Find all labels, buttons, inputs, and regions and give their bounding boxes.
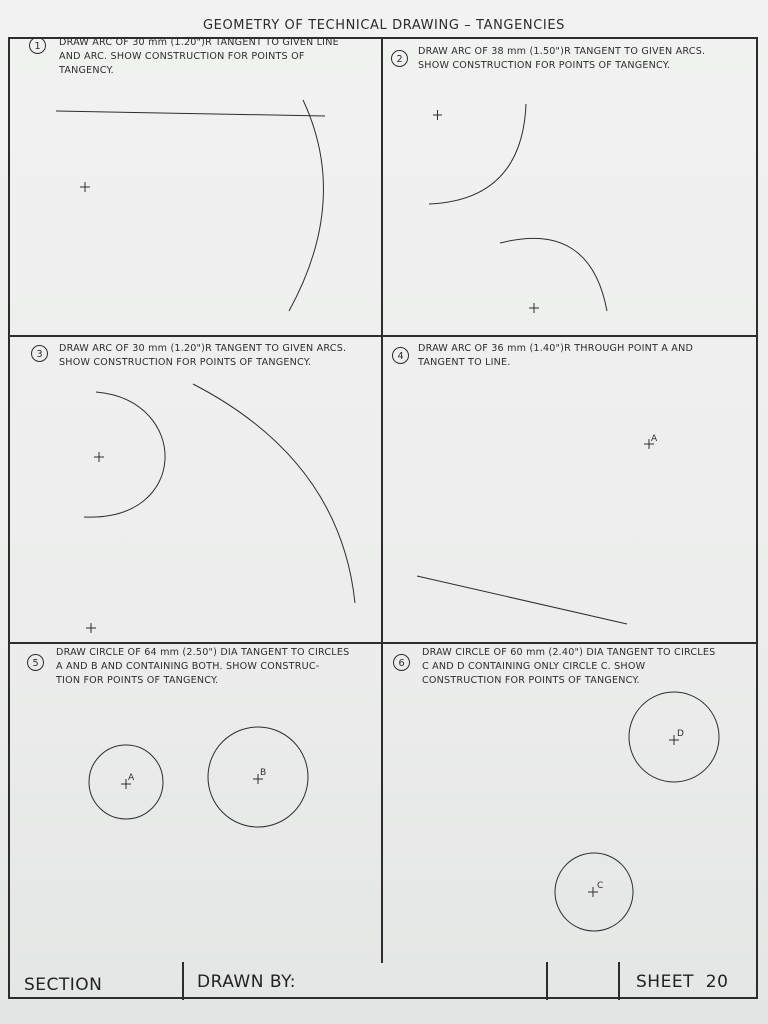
drawn-by-field-label: DRAWN BY:: [197, 972, 296, 992]
title-block-divider-3: [618, 962, 620, 1000]
problem-5-number: 5: [27, 654, 44, 671]
p5-point-a-label: A: [128, 773, 135, 783]
p6-point-d-label: D: [677, 729, 684, 739]
p4-point-a-label: A: [651, 434, 658, 444]
problem-2-number: 2: [391, 50, 408, 67]
problem-6-number: 6: [393, 654, 410, 671]
problem-3-instructions: DRAW ARC OF 30 mm (1.20")R TANGENT TO GIVEN ARCS. SHOW CONSTRUCTION FOR POINTS OF TANGENCY.: [59, 343, 347, 368]
p1-given-line: [56, 111, 325, 116]
problem-4-number: 4: [392, 347, 409, 364]
title-block: [8, 962, 758, 1000]
p2-lower-arc: [500, 238, 607, 311]
problem-1-instructions: DRAW ARC OF 30 mm (1.20")R TANGENT TO GIVEN LINE AND ARC. SHOW CONSTRUCTION FOR POINTS OF TANGENCY.: [59, 37, 339, 76]
p2-upper-center-mark: [433, 110, 442, 120]
title-block-divider-1: [182, 962, 184, 1000]
p2-lower-center-mark: [529, 303, 539, 313]
section-field-label: SECTION: [24, 975, 103, 995]
p2-upper-arc: [429, 104, 526, 204]
p1-given-arc: [289, 100, 323, 311]
p4-given-line: [417, 576, 627, 624]
title-block-divider-2: [546, 962, 548, 1000]
p3-large-center-mark: [86, 623, 96, 633]
problem-6-instructions: DRAW CIRCLE OF 60 mm (2.40") DIA TANGENT TO CIRCLES C AND D CONTAINING ONLY CIRCLE C. SHOW CONSTRUCTION FOR POINTS OF TANGENCY.: [422, 647, 716, 686]
problem-1-number: 1: [29, 37, 46, 54]
p3-large-arc: [193, 384, 355, 603]
sheet-number-label: SHEET 20: [636, 972, 729, 992]
p3-small-arc: [84, 392, 165, 517]
problem-5-instructions: DRAW CIRCLE OF 64 mm (2.50") DIA TANGENT TO CIRCLES A AND B AND CONTAINING BOTH. SHOW CONSTRUC- TION FOR POINTS OF TANGENCY.: [56, 647, 350, 686]
problem-3-number: 3: [31, 345, 48, 362]
problem-4-instructions: DRAW ARC OF 36 mm (1.40")R THROUGH POINT A AND TANGENT TO LINE.: [418, 343, 694, 368]
p5-point-b-label: B: [260, 768, 267, 778]
p3-small-center-mark: [94, 452, 104, 462]
p6-point-c-label: C: [597, 881, 604, 891]
sheet-title: GEOMETRY OF TECHNICAL DRAWING – TANGENCIES: [202, 18, 565, 33]
problem-2-instructions: DRAW ARC OF 38 mm (1.50")R TANGENT TO GIVEN ARCS. SHOW CONSTRUCTION FOR POINTS OF TANGENCY.: [418, 46, 706, 71]
p1-center-mark: [80, 182, 90, 192]
